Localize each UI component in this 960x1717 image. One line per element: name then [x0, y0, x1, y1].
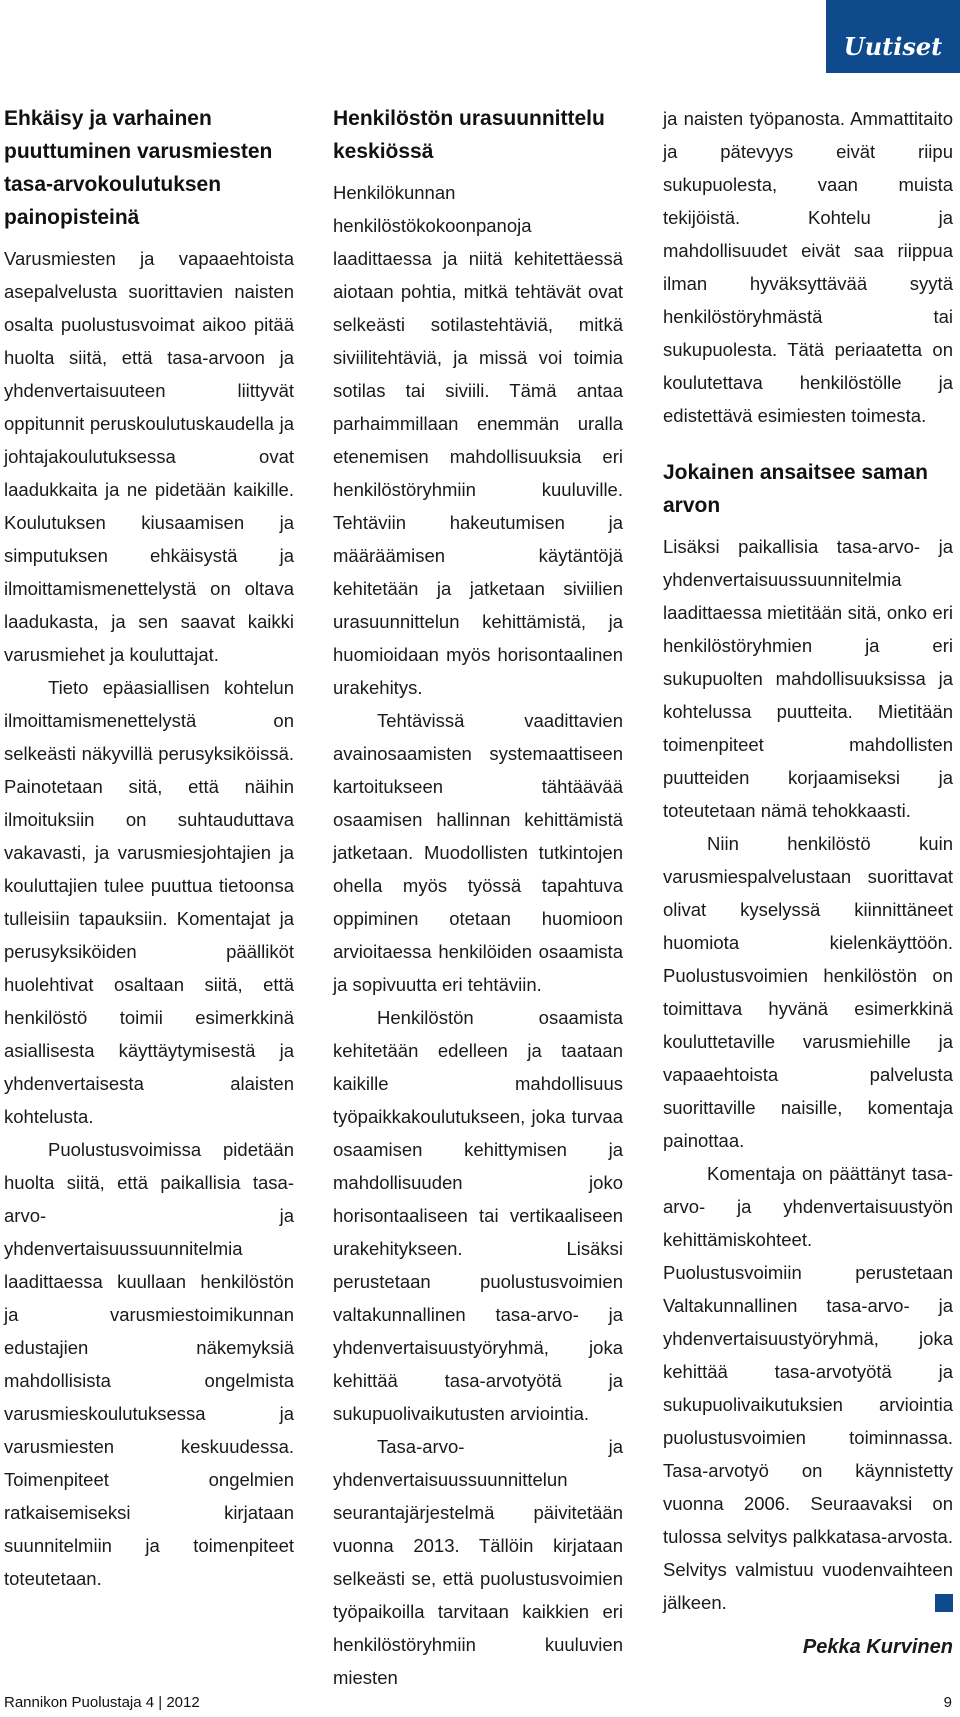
- page-footer: [4, 1693, 952, 1713]
- publication-info: Rannikon Puolustaja 4 | 2012: [4, 1694, 200, 1711]
- article-2-paragraph: Henkilöstön osaamista kehitetään edelleen ja taataan kaikille mahdollisuus työpaikkakoulutukseen, joka turvaa osaamisen kehittymisen ja mahdollisuuden joko horisontaaliseen tai vertikaaliseen urakehitykseen. Lisäksi perustetaan puolustusvoimien valtakunnallinen tasa-arvo- ja yhdenvertaisuustyöryhmä, joka kehittää tasa-arvotyötä ja sukupuolivaikutusten arviointia.: [333, 1007, 623, 1424]
- article-1-paragraph: Varusmiesten ja vapaaehtoista asepalvelusta suorittavien naisten osalta puolustusvoimat aikoo pitää huolta siitä, että tasa-arvoon ja yhdenvertaisuuteen liittyvät oppitunnit peruskoulutuskaudella ja johtajakoulutuksessa ovat laadukkaita ja ne pidetään kaikille. Koulutuksen kiusaamisen ja simputuksen ehkäisystä ja ilmoittamismenettelystä on oltava laadukasta, ja sen saavat kaikki varusmiehet ja kouluttajat.: [4, 248, 294, 665]
- article-2-paragraph: Tasa-arvo- ja yhdenvertaisuussuunnittelun seurantajärjestelmä päivitetään vuonna 2013. Tällöin kirjataan selkeästi se, että puolustusvoimien työpaikoilla tarvitaan kaikkien eri henkilöstöryhmiin kuuluvien miesten: [333, 1436, 623, 1688]
- column-3-continuation: ja naisten työpanosta. Ammattitaito ja pätevyys eivät riipu sukupuolesta, vaan muista tekijöistä. Kohtelu ja mahdollisuudet eivät saa riippua ilman hyväksyttävää syytä henkilöstöryhmästä tai sukupuolesta. Tätä periaatetta on koulutettava henkilöstölle ja edistettävä esimiesten toimesta.: [663, 108, 953, 426]
- column-3-paragraph: Lisäksi paikallisia tasa-arvo- ja yhdenvertaisuussuunnitelmia laadittaessa mietitään sitä, onko eri henkilöstöryhmien ja eri sukupuolten mahdollisuuksissa ja kohtelussa puutteita. Mietitään toimenpiteet mahdollisten puutteiden korjaamiseksi ja toteutetaan nämä tehokkaasti.: [663, 536, 953, 821]
- column-3: [663, 102, 953, 1664]
- column-2: [333, 102, 623, 1694]
- article-1-paragraph: Puolustusvoimissa pidetään huolta siitä, että paikallisia tasa-arvo- ja yhdenvertaisuussuunnitelmia laadittaessa kuullaan henkilöstön ja varusmiestoimikunnan edustajien näkemyksiä mahdollisista ongelmista varusmieskoulutuksessa ja varusmiesten keskuudessa. Toimenpiteet ongelmien ratkaisemiseksi kirjataan suunnitelmiin ja toimenpiteet toteutetaan.: [4, 1139, 294, 1589]
- column-3-last-paragraph-text: Komentaja on päättänyt tasa-arvo- ja yhdenvertaisuustyön kehittämiskohteet. Puolustusvoimiin perustetaan Valtakunnallinen tasa-arvo- ja yhdenvertaisuustyöryhmä, joka kehittää tasa-arvotyötä ja sukupuolivaikutuksien arviointia puolustusvoimien toiminnassa. Tasa-arvotyö on käynnistetty vuonna 2006. Seuraavaksi on tulossa selvitys palkkatasa-arvosta. Selvitys valmistuu vuodenvaihteen jälkeen.: [663, 1163, 953, 1613]
- article-2-heading: Henkilöstön urasuunnittelu keskiössä: [333, 107, 605, 163]
- article-1-paragraph: Tieto epäasiallisen kohtelun ilmoittamismenettelystä on selkeästi näkyvillä perusyksiköissä. Painotetaan sitä, että näihin ilmoituksiin on suhtauduttava vakavasti, ja varusmiesjohtajien ja kouluttajien tulee puuttua tietoonsa tulleisiin tapauksiin. Komentajat ja perusyksiköiden päälliköt huolehtivat osaltaan siitä, että henkilöstö toimii esimerkkinä asiallisesta käyttäytymisestä ja yhdenvertaisesta alaisten kohtelusta.: [4, 677, 294, 1127]
- end-of-article-square-icon: [935, 1594, 953, 1612]
- column-3-last-paragraph: [663, 1157, 953, 1619]
- article-1-heading: Ehkäisy ja varhainen puuttuminen varusmiesten tasa-arvokoulutuksen painopisteinä: [4, 107, 273, 229]
- article-2-paragraph: Henkilökunnan henkilöstökokoonpanoja laadittaessa ja niitä kehitettäessä aiotaan pohtia, mitkä tehtävät ovat selkeästi sotilastehtäviä, mitkä siviilitehtäviä, ja missä voi toimia sotilas tai siviili. Tämä antaa parhaimmillaan enemmän uralla etenemisen mahdollisuuksia eri henkilöstöryhmiin kuuluville. Tehtäviin hakeutumisen ja määräämisen käytäntöjä kehitetään ja jatketaan siviilien urasuunnittelun kehittämistä, ja huomioidaan myös horisontaalinen urakehitys.: [333, 182, 623, 698]
- section-label: Uutiset: [826, 0, 960, 73]
- author-name: Pekka Kurvinen: [802, 1636, 953, 1658]
- article-2-paragraph: Tehtävissä vaadittavien avainosaamisten systemaattiseen kartoitukseen tähtäävää osaamisen hallinnan kehittämistä jatketaan. Muodollisten tutkintojen ohella myös työssä tapahtuva oppiminen otetaan huomioon arvioitaessa henkilöiden osaamista ja sopivuutta eri tehtäviin.: [333, 710, 623, 995]
- page-number: 9: [943, 1694, 952, 1711]
- column-3-paragraph: Niin henkilöstö kuin varusmiespalvelustaan suorittavat olivat kyselyssä kiinnittäneet huomiota kielenkäyttöön. Puolustusvoimien henkilöstön on toimittava hyvänä esimerkkinä kouluttetaville varusmiehille ja vapaaehtoista palvelusta suorittaville naisille, komentaja painottaa.: [663, 833, 953, 1151]
- column-3-subheading: Jokainen ansaitsee saman arvon: [663, 461, 928, 517]
- column-1: [4, 102, 294, 1595]
